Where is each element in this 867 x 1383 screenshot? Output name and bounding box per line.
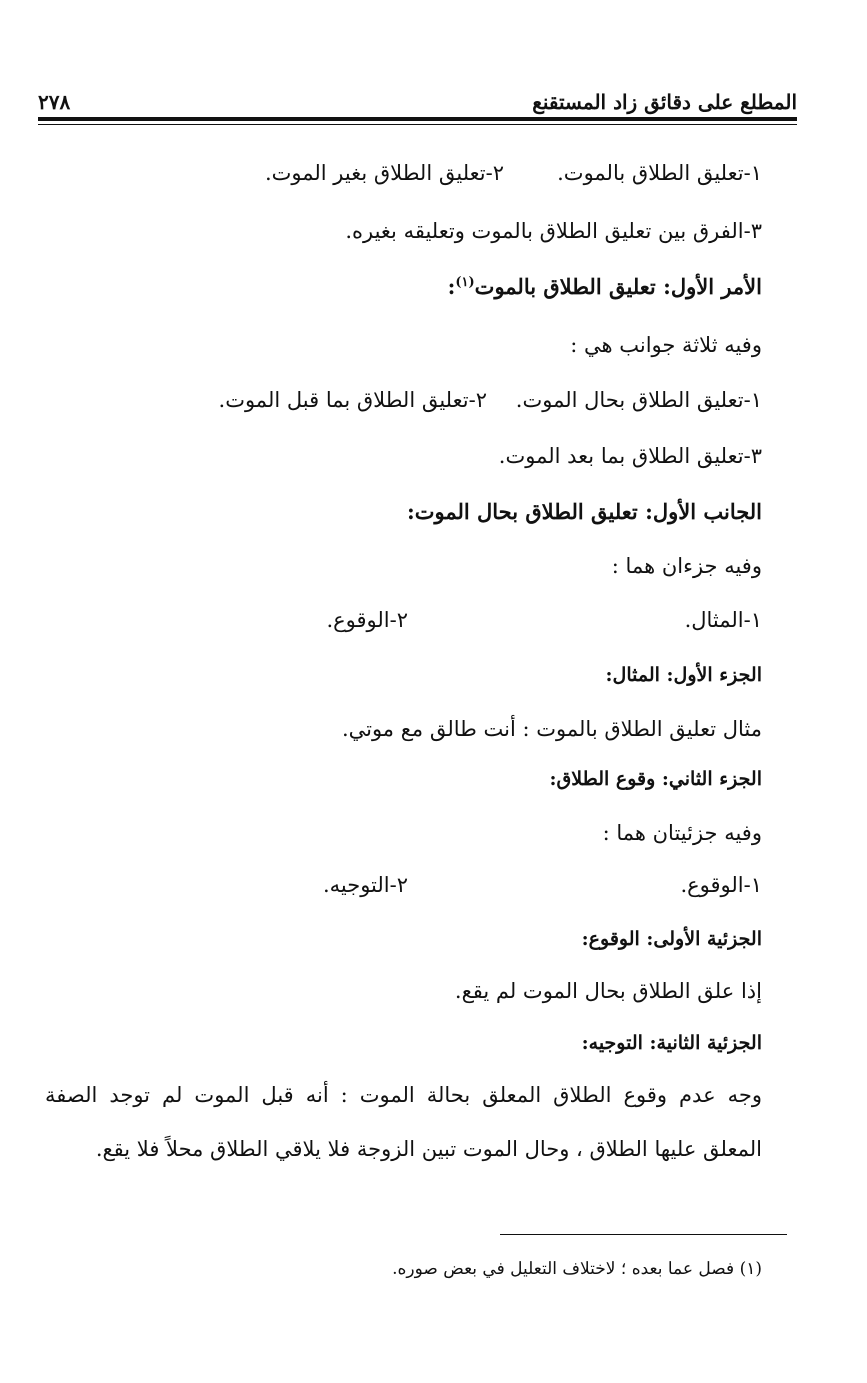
footnote-marker: (١) — [455, 275, 475, 290]
footnote-separator — [500, 1234, 787, 1235]
subsection-heading-2: الجزء الثاني: وقوع الطلاق: — [549, 768, 762, 790]
list-item: ٣-الفرق بين تعليق الطلاق بالموت وتعليقه بغيره. — [345, 219, 762, 243]
paragraph: مثال تعليق الطلاق بالموت : أنت طالق مع موتي. — [341, 717, 762, 741]
list-item: ٢-التوجيه. — [322, 873, 408, 897]
list-row-3 — [38, 605, 762, 635]
heading-colon: : — [447, 274, 456, 299]
list-item: ٣-تعليق الطلاق بما بعد الموت. — [498, 444, 762, 468]
list-item: ٢-الوقوع. — [326, 608, 408, 632]
footnote: (١) فصل عما بعده ؛ لاختلاف التعليل في بعض صوره. — [392, 1259, 762, 1279]
paragraph: وفيه جزءان هما : — [611, 554, 762, 578]
book-title: المطلع على دقائق زاد المستقنع — [532, 90, 797, 114]
list-row-1 — [38, 158, 762, 188]
list-item: ١-المثال. — [684, 608, 762, 632]
list-item: ١-تعليق الطلاق بالموت. — [557, 161, 762, 185]
list-row-2 — [38, 385, 762, 415]
subsection-heading-4: الجزئية الثانية: التوجيه: — [581, 1032, 762, 1054]
list-item: ١-الوقوع. — [680, 873, 762, 897]
subsection-heading-3: الجزئية الأولى: الوقوع: — [581, 928, 762, 950]
paragraph-line: المعلق عليها الطلاق ، وحال الموت تبين الزوجة فلا يلاقي الطلاق محلاً فلا يقع. — [95, 1137, 762, 1161]
paragraph-line: وجه عدم وقوع الطلاق المعلق بحالة الموت : أنه قبل الموت لم توجد الصفة — [45, 1083, 762, 1107]
list-item: ٢-تعليق الطلاق بما قبل الموت. — [218, 388, 487, 412]
paragraph: إذا علق الطلاق بحال الموت لم يقع. — [454, 979, 762, 1003]
running-header — [38, 80, 797, 114]
header-rule-thin — [38, 124, 797, 125]
header-rule-thick — [38, 117, 797, 121]
heading-text: الأمر الأول: تعليق الطلاق بالموت — [474, 274, 762, 299]
list-row-4 — [38, 870, 762, 900]
subsection-heading-1: الجزء الأول: المثال: — [605, 664, 762, 686]
section-heading-2: الجانب الأول: تعليق الطلاق بحال الموت: — [406, 499, 762, 524]
list-item: ٢-تعليق الطلاق بغير الموت. — [264, 161, 504, 185]
page-number: ٢٧٨ — [38, 90, 71, 114]
list-item: ١-تعليق الطلاق بحال الموت. — [515, 388, 762, 412]
paragraph: وفيه ثلاثة جوانب هي : — [570, 333, 762, 357]
paragraph: وفيه جزئيتان هما : — [602, 821, 762, 845]
section-heading-1 — [38, 272, 762, 302]
